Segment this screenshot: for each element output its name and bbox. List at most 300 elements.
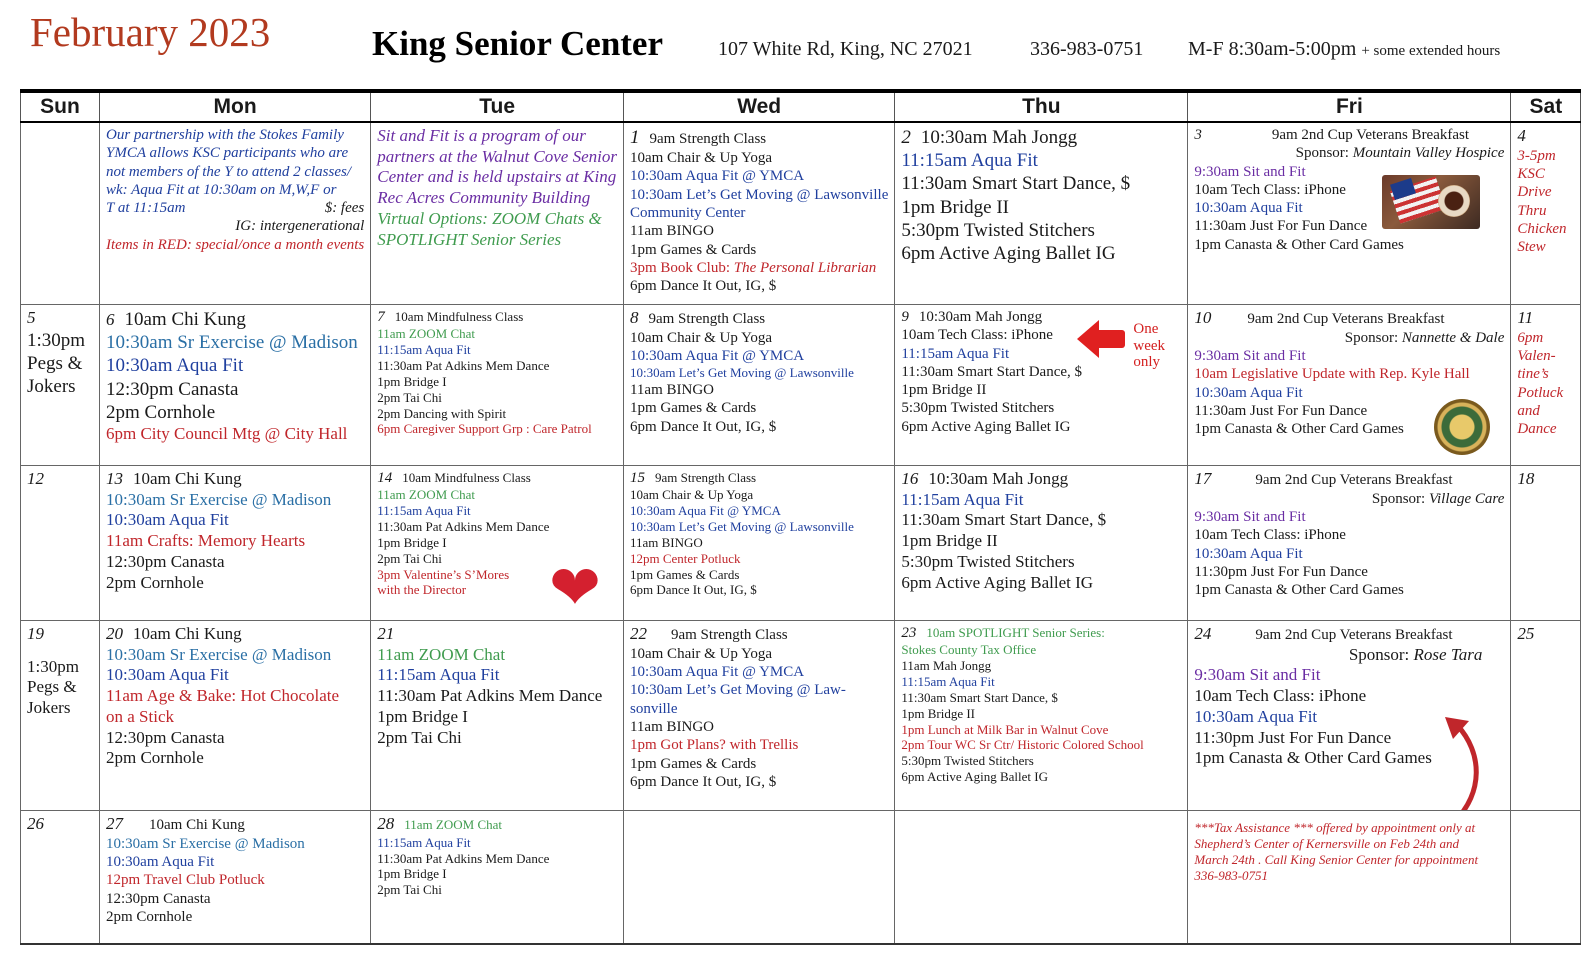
event-text: 9am 2nd Cup Veterans Breakfast bbox=[1247, 311, 1445, 327]
event-item bbox=[630, 308, 888, 329]
day-number: 17 bbox=[1194, 469, 1212, 488]
event-text: 10am Chi Kung bbox=[133, 469, 242, 488]
event-item: 1pm Lunch at Milk Bar in Walnut Cove bbox=[901, 721, 1109, 737]
red-legend: Items in RED: special/once a month events bbox=[106, 236, 365, 253]
day-number: 13 bbox=[106, 469, 123, 488]
event-item: on a Stick bbox=[106, 706, 174, 726]
event-item: 12:30pm Canasta bbox=[106, 551, 225, 571]
event-item: and bbox=[1517, 402, 1540, 419]
day-header-tue: Tue bbox=[371, 91, 624, 122]
sponsor-name: Village Care bbox=[1428, 490, 1505, 507]
event-item: 10:30am Aqua Fit @ YMCA bbox=[629, 348, 805, 365]
event-item bbox=[106, 624, 364, 645]
day-cell-1 bbox=[623, 122, 894, 305]
center-phone: 336-983-0751 bbox=[1030, 38, 1144, 60]
day-header-fri: Fri bbox=[1188, 91, 1511, 122]
event-item: 1pm Bridge II bbox=[901, 196, 1010, 218]
event-item: 10:30am Aqua Fit bbox=[1194, 545, 1303, 562]
day-cell-9 bbox=[895, 305, 1188, 466]
day-header-wed: Wed bbox=[623, 91, 894, 122]
event-item bbox=[630, 469, 888, 487]
event-text: 9am Strength Class bbox=[670, 627, 788, 643]
center-hours bbox=[1188, 38, 1500, 61]
event-item: 10:30am Let’s Get Moving @ Lawsonville bbox=[629, 519, 854, 535]
day-cell-4 bbox=[1511, 122, 1581, 305]
event-item: 11am ZOOM Chat bbox=[377, 487, 475, 503]
event-item: 1pm Canasta & Other Card Games bbox=[1194, 582, 1404, 599]
center-address: 107 White Rd, King, NC 27021 bbox=[718, 38, 973, 60]
book-title: The Personal Librarian bbox=[733, 259, 877, 276]
event-item: 6pm City Council Mtg @ City Hall bbox=[106, 423, 348, 443]
event-text: 10:30am Mah Jongg bbox=[928, 469, 1069, 488]
day-cell-21 bbox=[371, 621, 624, 811]
event-item: 11:30am Pat Adkins Mem Dance bbox=[377, 519, 550, 535]
day-number: 23 bbox=[901, 625, 917, 641]
note-line: not members of the Y to attend 2 classes/ bbox=[106, 163, 351, 180]
event-item: 11:15am Aqua Fit bbox=[901, 150, 1038, 172]
day-number: 12 bbox=[27, 469, 44, 488]
month-title: February 2023 bbox=[30, 9, 271, 55]
event-item: 11:30am Pat Adkins Mem Dance bbox=[377, 686, 603, 706]
event-item: 11:15am Aqua Fit bbox=[901, 345, 1010, 362]
event-item: 1pm Games & Cards bbox=[629, 400, 757, 417]
day-cell-11 bbox=[1511, 305, 1581, 466]
event-item: 10:30am Sr Exercise @ Madison bbox=[106, 644, 332, 664]
event-item bbox=[901, 469, 1181, 490]
event-item: 6pm Caregiver Support Grp : Care Patrol bbox=[377, 421, 592, 437]
day-number: 25 bbox=[1517, 624, 1535, 643]
event-item: 10:30am Aqua Fit bbox=[106, 854, 215, 871]
day-cell-15 bbox=[623, 466, 894, 621]
day-cell-28 bbox=[371, 811, 624, 945]
event-item: 1pm Bridge II bbox=[901, 382, 987, 399]
day-cell-24 bbox=[1188, 621, 1511, 811]
day-cell-6 bbox=[100, 305, 371, 466]
event-item: Pegs & bbox=[27, 677, 77, 697]
event-item: 2pm Tai Chi bbox=[377, 550, 442, 566]
sponsor-name: Mountain Valley Hospice bbox=[1352, 145, 1505, 162]
day-number: 28 bbox=[377, 814, 395, 833]
sponsor-line bbox=[1194, 144, 1504, 162]
center-name: King Senior Center bbox=[372, 24, 664, 63]
day-cell-17 bbox=[1188, 466, 1511, 621]
curved-arrow-icon bbox=[1443, 713, 1493, 811]
event-item: 2pm Tour WC Sr Ctr/ Historic Colored School bbox=[901, 737, 1144, 753]
event-item: 10:30am Aqua Fit @ YMCA bbox=[629, 664, 805, 681]
event-item: 11am BINGO bbox=[629, 382, 715, 399]
day-number: 1 bbox=[629, 127, 640, 148]
day-cell-7 bbox=[371, 305, 624, 466]
note-line bbox=[106, 199, 364, 217]
day-cell-12 bbox=[21, 466, 100, 621]
note-text: T at 11:15am bbox=[106, 200, 186, 217]
day-cell-26 bbox=[21, 811, 100, 945]
event-item bbox=[1194, 308, 1504, 329]
event-item: 2pm Dancing with Spirit bbox=[377, 405, 507, 421]
note-line: 336-983-0751 bbox=[1194, 867, 1269, 883]
event-item: 1pm Canasta & Other Card Games bbox=[1194, 421, 1404, 438]
day-cell-22 bbox=[623, 621, 894, 811]
day-number: 19 bbox=[27, 624, 44, 643]
event-item: 10:30am Let’s Get Moving @ Law- bbox=[629, 682, 846, 699]
event-item: 10:30am Sr Exercise @ Madison bbox=[106, 489, 332, 509]
event-item: 11:30am Just For Fun Dance bbox=[1194, 218, 1368, 235]
sponsor-name: Rose Tara bbox=[1413, 644, 1483, 664]
event-item bbox=[901, 126, 1181, 149]
event-item: 10am Tech Class: iPhone bbox=[901, 327, 1053, 344]
event-item: 11:30am Just For Fun Dance bbox=[1194, 402, 1368, 419]
note-line: partners at the Walnut Cove Senior bbox=[377, 146, 617, 166]
event-text: 10:30am Mah Jongg bbox=[918, 309, 1043, 325]
red-arrow-icon bbox=[1077, 320, 1099, 358]
event-item: 9:30am Sit and Fit bbox=[1194, 665, 1321, 685]
event-item: 3pm Valentine’s S’Mores bbox=[377, 566, 510, 582]
event-item: 11:30pm Just For Fun Dance bbox=[1194, 727, 1392, 747]
event-item: 11:15am Aqua Fit bbox=[901, 489, 1024, 509]
event-item: 10:30am Aqua Fit bbox=[106, 665, 229, 685]
event-item: Community Center bbox=[629, 205, 746, 222]
event-item: tine’s bbox=[1517, 366, 1549, 383]
event-item: 9:30am Sit and Fit bbox=[1194, 163, 1306, 180]
event-text: 11am ZOOM Chat bbox=[404, 817, 502, 832]
event-item: Stokes County Tax Office bbox=[901, 642, 1037, 658]
day-number: 18 bbox=[1517, 469, 1535, 488]
event-item: 1:30pm bbox=[27, 656, 79, 676]
event-item: 12:30pm Canasta bbox=[106, 890, 211, 907]
day-cell-23 bbox=[895, 621, 1188, 811]
event-item: 2pm Cornhole bbox=[106, 908, 193, 925]
event-item: 11:15am Aqua Fit bbox=[377, 834, 471, 850]
day-number: 14 bbox=[377, 470, 393, 486]
event-item: 10:30am Aqua Fit bbox=[1194, 200, 1303, 217]
event-item: Potluck bbox=[1517, 384, 1564, 401]
event-item: Pegs & bbox=[27, 352, 83, 374]
event-item: 2pm Tai Chi bbox=[377, 882, 442, 898]
event-text: 10am Mindfulness Class bbox=[402, 470, 531, 485]
event-item: Drive bbox=[1517, 184, 1552, 201]
event-item: 11am Age & Bake: Hot Chocolate bbox=[106, 686, 340, 706]
event-item: 10am Tech Class: iPhone bbox=[1194, 686, 1367, 706]
day-number: 22 bbox=[629, 624, 647, 643]
event-text: 3pm Book Club: bbox=[629, 259, 734, 276]
event-item: 11:15am Aqua Fit bbox=[901, 674, 995, 690]
week-row-4 bbox=[21, 621, 1581, 811]
arrow-shaft bbox=[1455, 725, 1476, 811]
event-item: 6pm Active Aging Ballet IG bbox=[901, 769, 1048, 785]
event-item: 10am Chair & Up Yoga bbox=[629, 150, 773, 167]
fees-legend: $: fees bbox=[324, 200, 365, 217]
day-number: 10 bbox=[1194, 308, 1212, 327]
event-item: 12:30pm Canasta bbox=[106, 727, 225, 747]
event-item bbox=[901, 624, 1181, 642]
event-item: Chicken bbox=[1517, 220, 1567, 237]
calendar-header bbox=[0, 0, 1582, 90]
sponsor-label: Sponsor: bbox=[1348, 644, 1414, 664]
day-cell-10 bbox=[1188, 305, 1511, 466]
sponsor-line bbox=[1194, 490, 1504, 508]
day-cell-27 bbox=[100, 811, 371, 945]
event-item: 11:30am Smart Start Dance, $ bbox=[901, 689, 1058, 705]
event-item: 10am Legislative Update with Rep. Kyle Hall bbox=[1194, 366, 1470, 383]
event-item: 6pm Dance It Out, IG, $ bbox=[629, 418, 777, 435]
event-item: 10:30am Aqua Fit @ YMCA bbox=[629, 168, 805, 185]
red-arrow-tail bbox=[1097, 330, 1125, 348]
event-item: 1pm Bridge I bbox=[377, 866, 447, 882]
event-text: 10am Chi Kung bbox=[133, 624, 242, 643]
day-number: 27 bbox=[106, 814, 123, 833]
event-item: 1pm Bridge I bbox=[377, 534, 447, 550]
event-item: 10am Chair & Up Yoga bbox=[629, 645, 773, 662]
event-item: 12pm Center Potluck bbox=[629, 550, 741, 566]
event-item: 10:30am Aqua Fit bbox=[106, 510, 229, 530]
event-item: 3-5pm bbox=[1517, 147, 1556, 164]
event-item bbox=[377, 308, 617, 326]
event-item: 11:30am Pat Adkins Mem Dance bbox=[377, 850, 550, 866]
day-cell-14 bbox=[371, 466, 624, 621]
event-item: 11:15am Aqua Fit bbox=[377, 503, 471, 519]
event-item: 6pm bbox=[1517, 329, 1544, 346]
note-line: week bbox=[1133, 337, 1166, 354]
event-text: 10am Chi Kung bbox=[149, 817, 245, 833]
day-number: 15 bbox=[629, 470, 645, 486]
event-item: 10:30am Sr Exercise @ Madison bbox=[106, 835, 305, 852]
week-row-2 bbox=[21, 305, 1581, 466]
event-item: 12:30pm Canasta bbox=[106, 378, 239, 400]
info-note-cell bbox=[371, 122, 624, 305]
event-item: 6pm Active Aging Ballet IG bbox=[901, 242, 1116, 264]
event-item: 11am ZOOM Chat bbox=[377, 644, 506, 664]
event-item: 1pm Canasta & Other Card Games bbox=[1194, 236, 1404, 253]
event-item: 11:15am Aqua Fit bbox=[377, 665, 500, 685]
event-item bbox=[106, 469, 364, 490]
ig-legend: IG: intergenerational bbox=[235, 218, 365, 235]
sponsor-line bbox=[1194, 645, 1504, 666]
sponsor-line bbox=[1194, 329, 1504, 347]
flag-coffee-photo bbox=[1382, 175, 1480, 229]
event-item: 1pm Got Plans? with Trellis bbox=[629, 737, 799, 754]
heart-icon: ❤ bbox=[549, 555, 601, 621]
event-text: 9am 2nd Cup Veterans Breakfast bbox=[1255, 472, 1453, 488]
day-cell-3 bbox=[1188, 122, 1511, 305]
note-line: SPOTLIGHT Senior Series bbox=[377, 229, 562, 249]
day-cell-empty bbox=[623, 811, 894, 945]
event-item: 10:30am Let’s Get Moving @ Lawsonville bbox=[629, 186, 889, 203]
event-item bbox=[630, 259, 888, 277]
day-header-mon: Mon bbox=[100, 91, 371, 122]
day-cell-16 bbox=[895, 466, 1188, 621]
event-item: Valen- bbox=[1517, 348, 1556, 365]
event-text: 10am Mindfulness Class bbox=[394, 309, 524, 324]
note-line: Rec Acres Community Building bbox=[377, 188, 591, 208]
event-item: 10am Chair & Up Yoga bbox=[629, 329, 773, 346]
coffee-cup bbox=[1438, 185, 1470, 217]
note-line: March 24th . Call King Senior Center for appointment bbox=[1194, 851, 1479, 867]
event-item: with the Director bbox=[377, 582, 467, 598]
event-item: 10am Tech Class: iPhone bbox=[1194, 527, 1346, 544]
event-item: 11:30am Smart Start Dance, $ bbox=[901, 510, 1107, 530]
day-number: 24 bbox=[1194, 624, 1212, 643]
day-cell-25 bbox=[1511, 621, 1581, 811]
event-item: 6pm Active Aging Ballet IG bbox=[901, 418, 1071, 435]
note-line: Virtual Options: ZOOM Chats & bbox=[377, 208, 602, 228]
event-item bbox=[630, 624, 888, 645]
day-header-sat: Sat bbox=[1511, 91, 1581, 122]
hours-main: M-F 8:30am-5:00pm bbox=[1188, 38, 1357, 60]
day-number: 2 bbox=[901, 127, 911, 148]
day-number: 11 bbox=[1517, 308, 1534, 327]
day-cell-2 bbox=[895, 122, 1188, 305]
event-item: 9:30am Sit and Fit bbox=[1194, 348, 1306, 365]
event-item bbox=[106, 814, 364, 835]
event-item bbox=[630, 126, 888, 149]
event-item bbox=[106, 308, 364, 331]
event-item: 10:30am Aqua Fit bbox=[1194, 706, 1318, 726]
note-line: Center and is held upstairs at King bbox=[377, 167, 617, 187]
event-item bbox=[1194, 624, 1504, 645]
event-item: 5:30pm Twisted Stitchers bbox=[901, 219, 1095, 241]
event-item: 2pm Cornhole bbox=[106, 572, 204, 592]
day-cell-18 bbox=[1511, 466, 1581, 621]
event-item: 10:30am Aqua Fit bbox=[106, 355, 244, 377]
event-item: 10:30am Aqua Fit @ YMCA bbox=[629, 503, 781, 519]
event-item: 6pm Dance It Out, IG, $ bbox=[629, 582, 757, 598]
event-item: 10:30am Let’s Get Moving @ Lawsonville bbox=[629, 365, 854, 381]
event-item: 1pm Games & Cards bbox=[629, 241, 757, 258]
day-number: 5 bbox=[27, 308, 36, 327]
event-item: 10:30am Aqua Fit bbox=[1194, 384, 1303, 401]
event-item: Dance bbox=[1517, 421, 1557, 438]
event-text: 10am Chi Kung bbox=[124, 309, 246, 330]
day-number: 9 bbox=[901, 309, 909, 325]
week-row-5 bbox=[21, 811, 1581, 945]
day-number: 3 bbox=[1194, 127, 1202, 143]
day-cell-20 bbox=[100, 621, 371, 811]
week-row-1 bbox=[21, 122, 1581, 305]
event-text: 10:30am Mah Jongg bbox=[920, 127, 1078, 148]
note-line: YMCA allows KSC participants who are bbox=[106, 145, 349, 162]
day-cell-empty bbox=[21, 122, 100, 305]
event-item: 10am Chair & Up Yoga bbox=[629, 487, 754, 503]
sponsor-label: Sponsor: bbox=[1371, 490, 1429, 507]
event-item: 2pm Cornhole bbox=[106, 401, 216, 423]
day-number: 6 bbox=[106, 310, 115, 329]
note-line: Sit and Fit is a program of our bbox=[377, 126, 586, 145]
day-cell-empty bbox=[1511, 811, 1581, 945]
note-line: Shepherd’s Center of Kernersville on Feb 24th and bbox=[1194, 835, 1460, 851]
event-text: 9am Strength Class bbox=[648, 311, 766, 327]
calendar-grid bbox=[20, 89, 1581, 945]
event-text: 9am Strength Class bbox=[649, 131, 767, 147]
day-cell-5 bbox=[21, 305, 100, 466]
day-number: 4 bbox=[1517, 126, 1526, 145]
event-item: 5:30pm Twisted Stitchers bbox=[901, 753, 1034, 769]
day-number: 21 bbox=[377, 624, 395, 643]
event-item: Stew bbox=[1517, 239, 1546, 256]
event-item: 11am Crafts: Memory Hearts bbox=[106, 531, 306, 551]
event-item: 11am BINGO bbox=[629, 223, 715, 240]
event-item: 11am ZOOM Chat bbox=[377, 326, 475, 342]
event-item: 2pm Tai Chi bbox=[377, 389, 442, 405]
day-number: 16 bbox=[901, 469, 919, 488]
note-line: ***Tax Assistance *** offered by appointment only at bbox=[1194, 820, 1476, 835]
tax-assistance-note bbox=[1188, 811, 1511, 945]
event-text: 9am 2nd Cup Veterans Breakfast bbox=[1271, 127, 1470, 143]
day-number: 26 bbox=[27, 814, 44, 833]
event-item: Thru bbox=[1517, 202, 1547, 219]
event-item: 6pm Active Aging Ballet IG bbox=[901, 572, 1094, 592]
event-item: 1:30pm bbox=[27, 329, 86, 351]
state-seal-icon bbox=[1434, 399, 1490, 455]
event-text: 10am SPOTLIGHT Senior Series: bbox=[926, 625, 1105, 640]
hours-extra: + some extended hours bbox=[1361, 43, 1501, 59]
event-item: 11:30am Pat Adkins Mem Dance bbox=[377, 358, 550, 374]
event-item: 11:30pm Just For Fun Dance bbox=[1194, 563, 1368, 580]
event-item: Jokers bbox=[27, 698, 71, 718]
event-item: 1pm Canasta & Other Card Games bbox=[1194, 748, 1432, 768]
day-cell-13 bbox=[100, 466, 371, 621]
event-item bbox=[1194, 126, 1504, 144]
event-item: 1pm Bridge I bbox=[377, 706, 468, 726]
event-item: 10:30am Sr Exercise @ Madison bbox=[106, 332, 358, 354]
event-item: 1pm Bridge II bbox=[901, 705, 976, 721]
weekday-header-row bbox=[21, 91, 1581, 122]
event-item: 11:15am Aqua Fit bbox=[377, 342, 471, 358]
day-header-sun: Sun bbox=[21, 91, 100, 122]
day-number: 20 bbox=[106, 624, 123, 643]
note-line: Our partnership with the Stokes Family bbox=[106, 127, 344, 143]
event-item: KSC bbox=[1517, 166, 1545, 183]
one-week-only-note bbox=[1133, 321, 1165, 371]
week-row-3 bbox=[21, 466, 1581, 621]
day-cell-8 bbox=[623, 305, 894, 466]
sponsor-name: Nannette & Dale bbox=[1401, 329, 1505, 346]
sponsor-label: Sponsor: bbox=[1344, 329, 1402, 346]
event-item: Jokers bbox=[27, 376, 76, 398]
day-cell-19 bbox=[21, 621, 100, 811]
note-line: only bbox=[1133, 354, 1161, 370]
event-item: 2pm Tai Chi bbox=[377, 727, 462, 747]
event-item: 11am Mah Jongg bbox=[901, 658, 992, 674]
event-item: 11:30am Smart Start Dance, $ bbox=[901, 173, 1131, 195]
event-item: 1pm Bridge II bbox=[901, 531, 998, 551]
event-item: sonville bbox=[629, 700, 678, 717]
info-note-cell bbox=[100, 122, 371, 305]
event-item bbox=[377, 814, 617, 835]
event-item: 5:30pm Twisted Stitchers bbox=[901, 551, 1075, 571]
event-item: 1pm Bridge I bbox=[377, 373, 447, 389]
event-item: 5:30pm Twisted Stitchers bbox=[901, 400, 1055, 417]
event-item: 11:30am Smart Start Dance, $ bbox=[901, 363, 1083, 380]
event-item: 2pm Cornhole bbox=[106, 748, 204, 768]
event-item: 1pm Games & Cards bbox=[629, 566, 740, 582]
event-item: 1pm Games & Cards bbox=[629, 755, 757, 772]
event-item: 11am BINGO bbox=[629, 534, 703, 550]
event-item bbox=[377, 469, 617, 487]
day-header-thu: Thu bbox=[895, 91, 1188, 122]
note-line: One bbox=[1133, 321, 1159, 337]
event-item: 9:30am Sit and Fit bbox=[1194, 509, 1306, 526]
event-item: 10am Tech Class: iPhone bbox=[1194, 181, 1346, 198]
event-item: 6pm Dance It Out, IG, $ bbox=[629, 773, 777, 790]
day-number: 8 bbox=[629, 308, 639, 327]
event-text: 9am Strength Class bbox=[654, 470, 757, 485]
event-item bbox=[1194, 469, 1504, 490]
event-item: 6pm Dance It Out, IG, $ bbox=[629, 278, 777, 295]
day-number: 7 bbox=[377, 309, 385, 325]
event-item: 12pm Travel Club Potluck bbox=[106, 872, 265, 889]
event-text: 9am 2nd Cup Veterans Breakfast bbox=[1255, 627, 1453, 643]
note-line: wk: Aqua Fit at 10:30am on M,W,F or bbox=[106, 181, 337, 198]
